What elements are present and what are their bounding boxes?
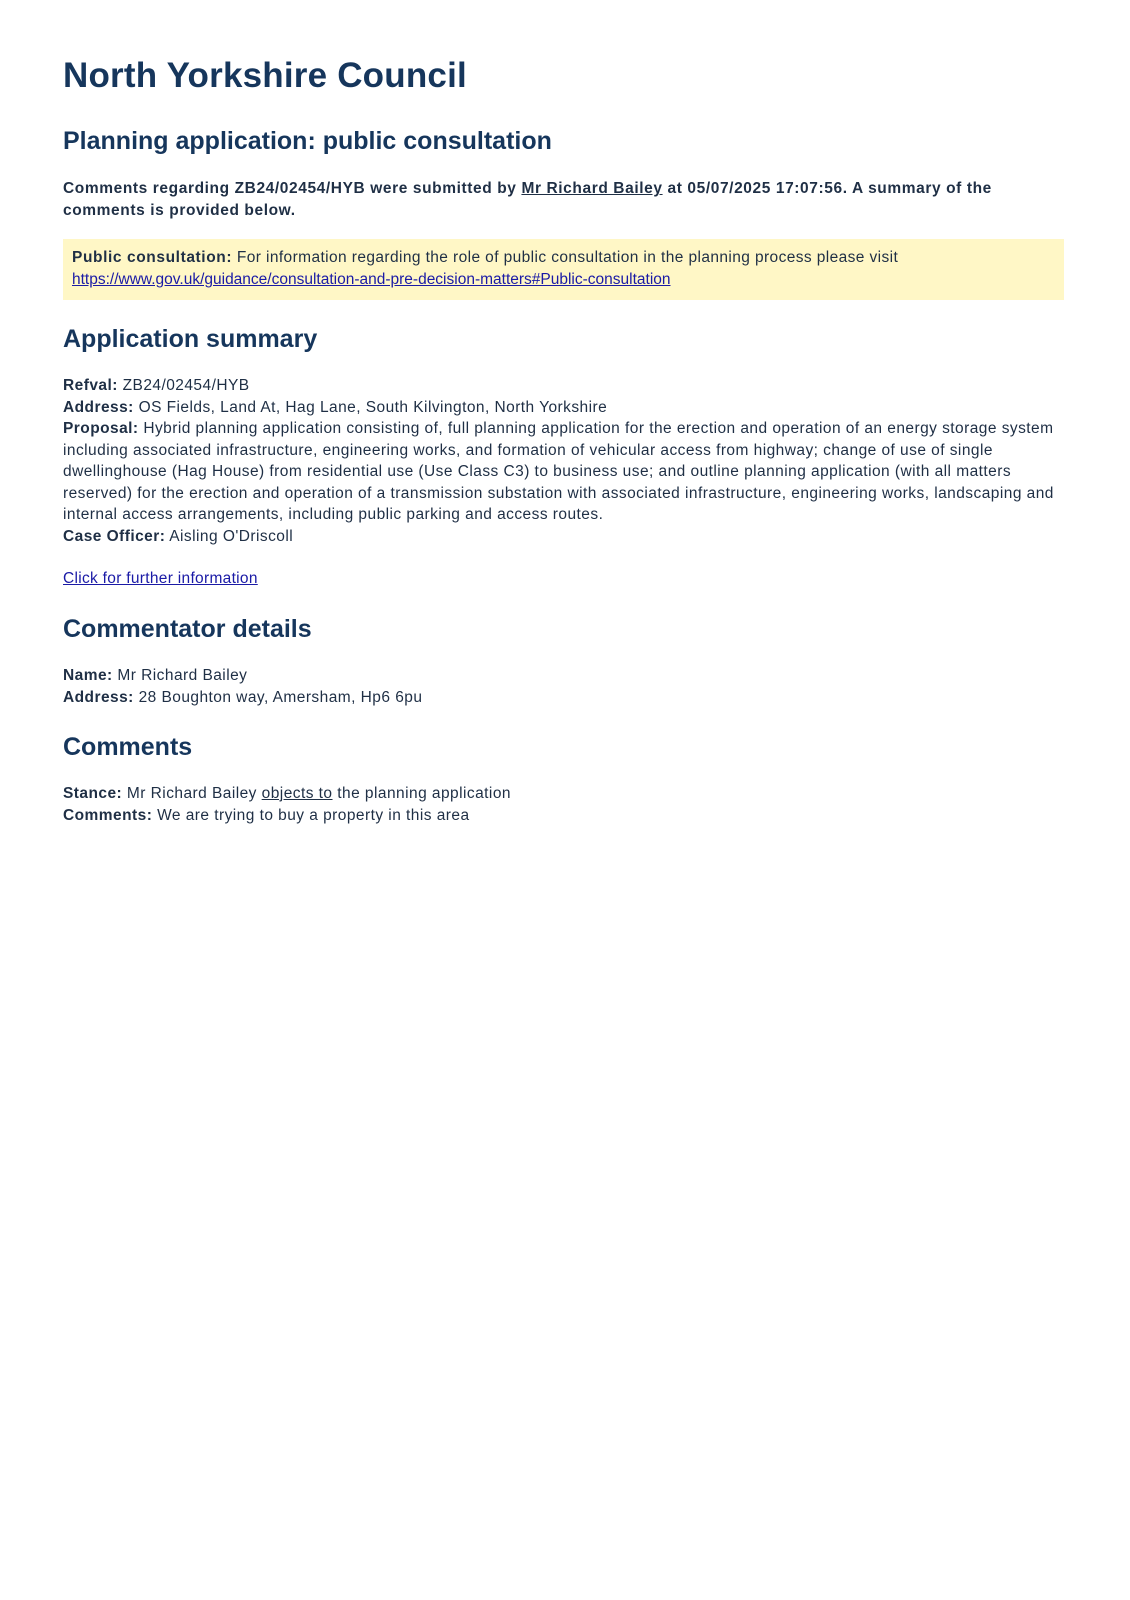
comments-row [63,805,1064,827]
stance-name: Mr Richard Bailey [126,785,257,802]
stance-row [63,783,1064,805]
commentator-name-label: Name: [63,667,113,684]
address-value: OS Fields, Land At, Hag Lane, South Kilvington, North Yorkshire [138,398,608,416]
council-title: North Yorkshire Council [63,56,467,95]
proposal-label: Proposal: [63,420,139,437]
commentator-details [63,665,1064,708]
commentator-name-row [63,665,1064,687]
address-row [63,397,1064,419]
intro-suffix: at 05/07/2025 17:07:56. A summary of the comments is provided below. [63,180,992,219]
address-label: Address: [63,398,134,416]
submission-intro [63,178,1064,222]
proposal-row [63,418,1064,526]
notice-text: For information regarding the role of public consultation in the planning process please visit [232,249,899,266]
public-consultation-notice [63,239,1064,300]
notice-label: Public consultation: [72,249,233,266]
commentator-address-row [63,687,1064,709]
application-summary [63,375,1064,547]
stance-suffix: the planning application [337,785,511,802]
further-info [63,568,1064,590]
application-summary-heading: Application summary [63,325,318,353]
stance-label: Stance: [63,785,123,802]
page-subtitle: Planning application: public consultation [63,127,552,155]
case-officer-label: Case Officer: [63,527,166,545]
case-officer-row [63,526,1064,548]
comments-heading: Comments [63,733,193,761]
proposal-value: Hybrid planning application consisting of, full planning application for the erection and operation of an energy storage system including associated infrastructure, engineering works, and formation of vehicular access from highway; change of use of single dwellinghouse (Hag House) from residential use (Use Class C3) to business use; and outline planning application (with all matters reserved) for the erection and operation of a transmission substation with associated infrastructure, engineering works, landscaping and internal access arrangements, including public parking and access routes. [63,420,1054,523]
comments-label: Comments: [63,806,153,824]
guidance-link[interactable]: https://www.gov.uk/guidance/consultation-and-pre-decision-matters#Public-consultation [72,271,671,288]
further-information-link[interactable]: Click for further information [63,570,258,587]
ref-label: Refval: [63,377,118,394]
comments-value: We are trying to buy a property in this area [157,806,470,824]
comments-section [63,783,1064,826]
intro-prefix: Comments regarding ZB24/02454/HYB were submitted by [63,180,522,197]
ref-value: ZB24/02454/HYB [122,377,250,394]
commentator-name-value: Mr Richard Bailey [117,667,248,684]
ref-row [63,375,1064,397]
commenter-link[interactable]: Mr Richard Bailey [521,180,663,197]
commentator-address-value: 28 Boughton way, Amersham, Hp6 6pu [138,688,423,706]
commentator-heading: Commentator details [63,615,312,643]
commentator-address-label: Address: [63,688,134,706]
stance-link[interactable]: objects to [261,785,333,802]
case-officer-value: Aisling O'Driscoll [169,527,294,545]
